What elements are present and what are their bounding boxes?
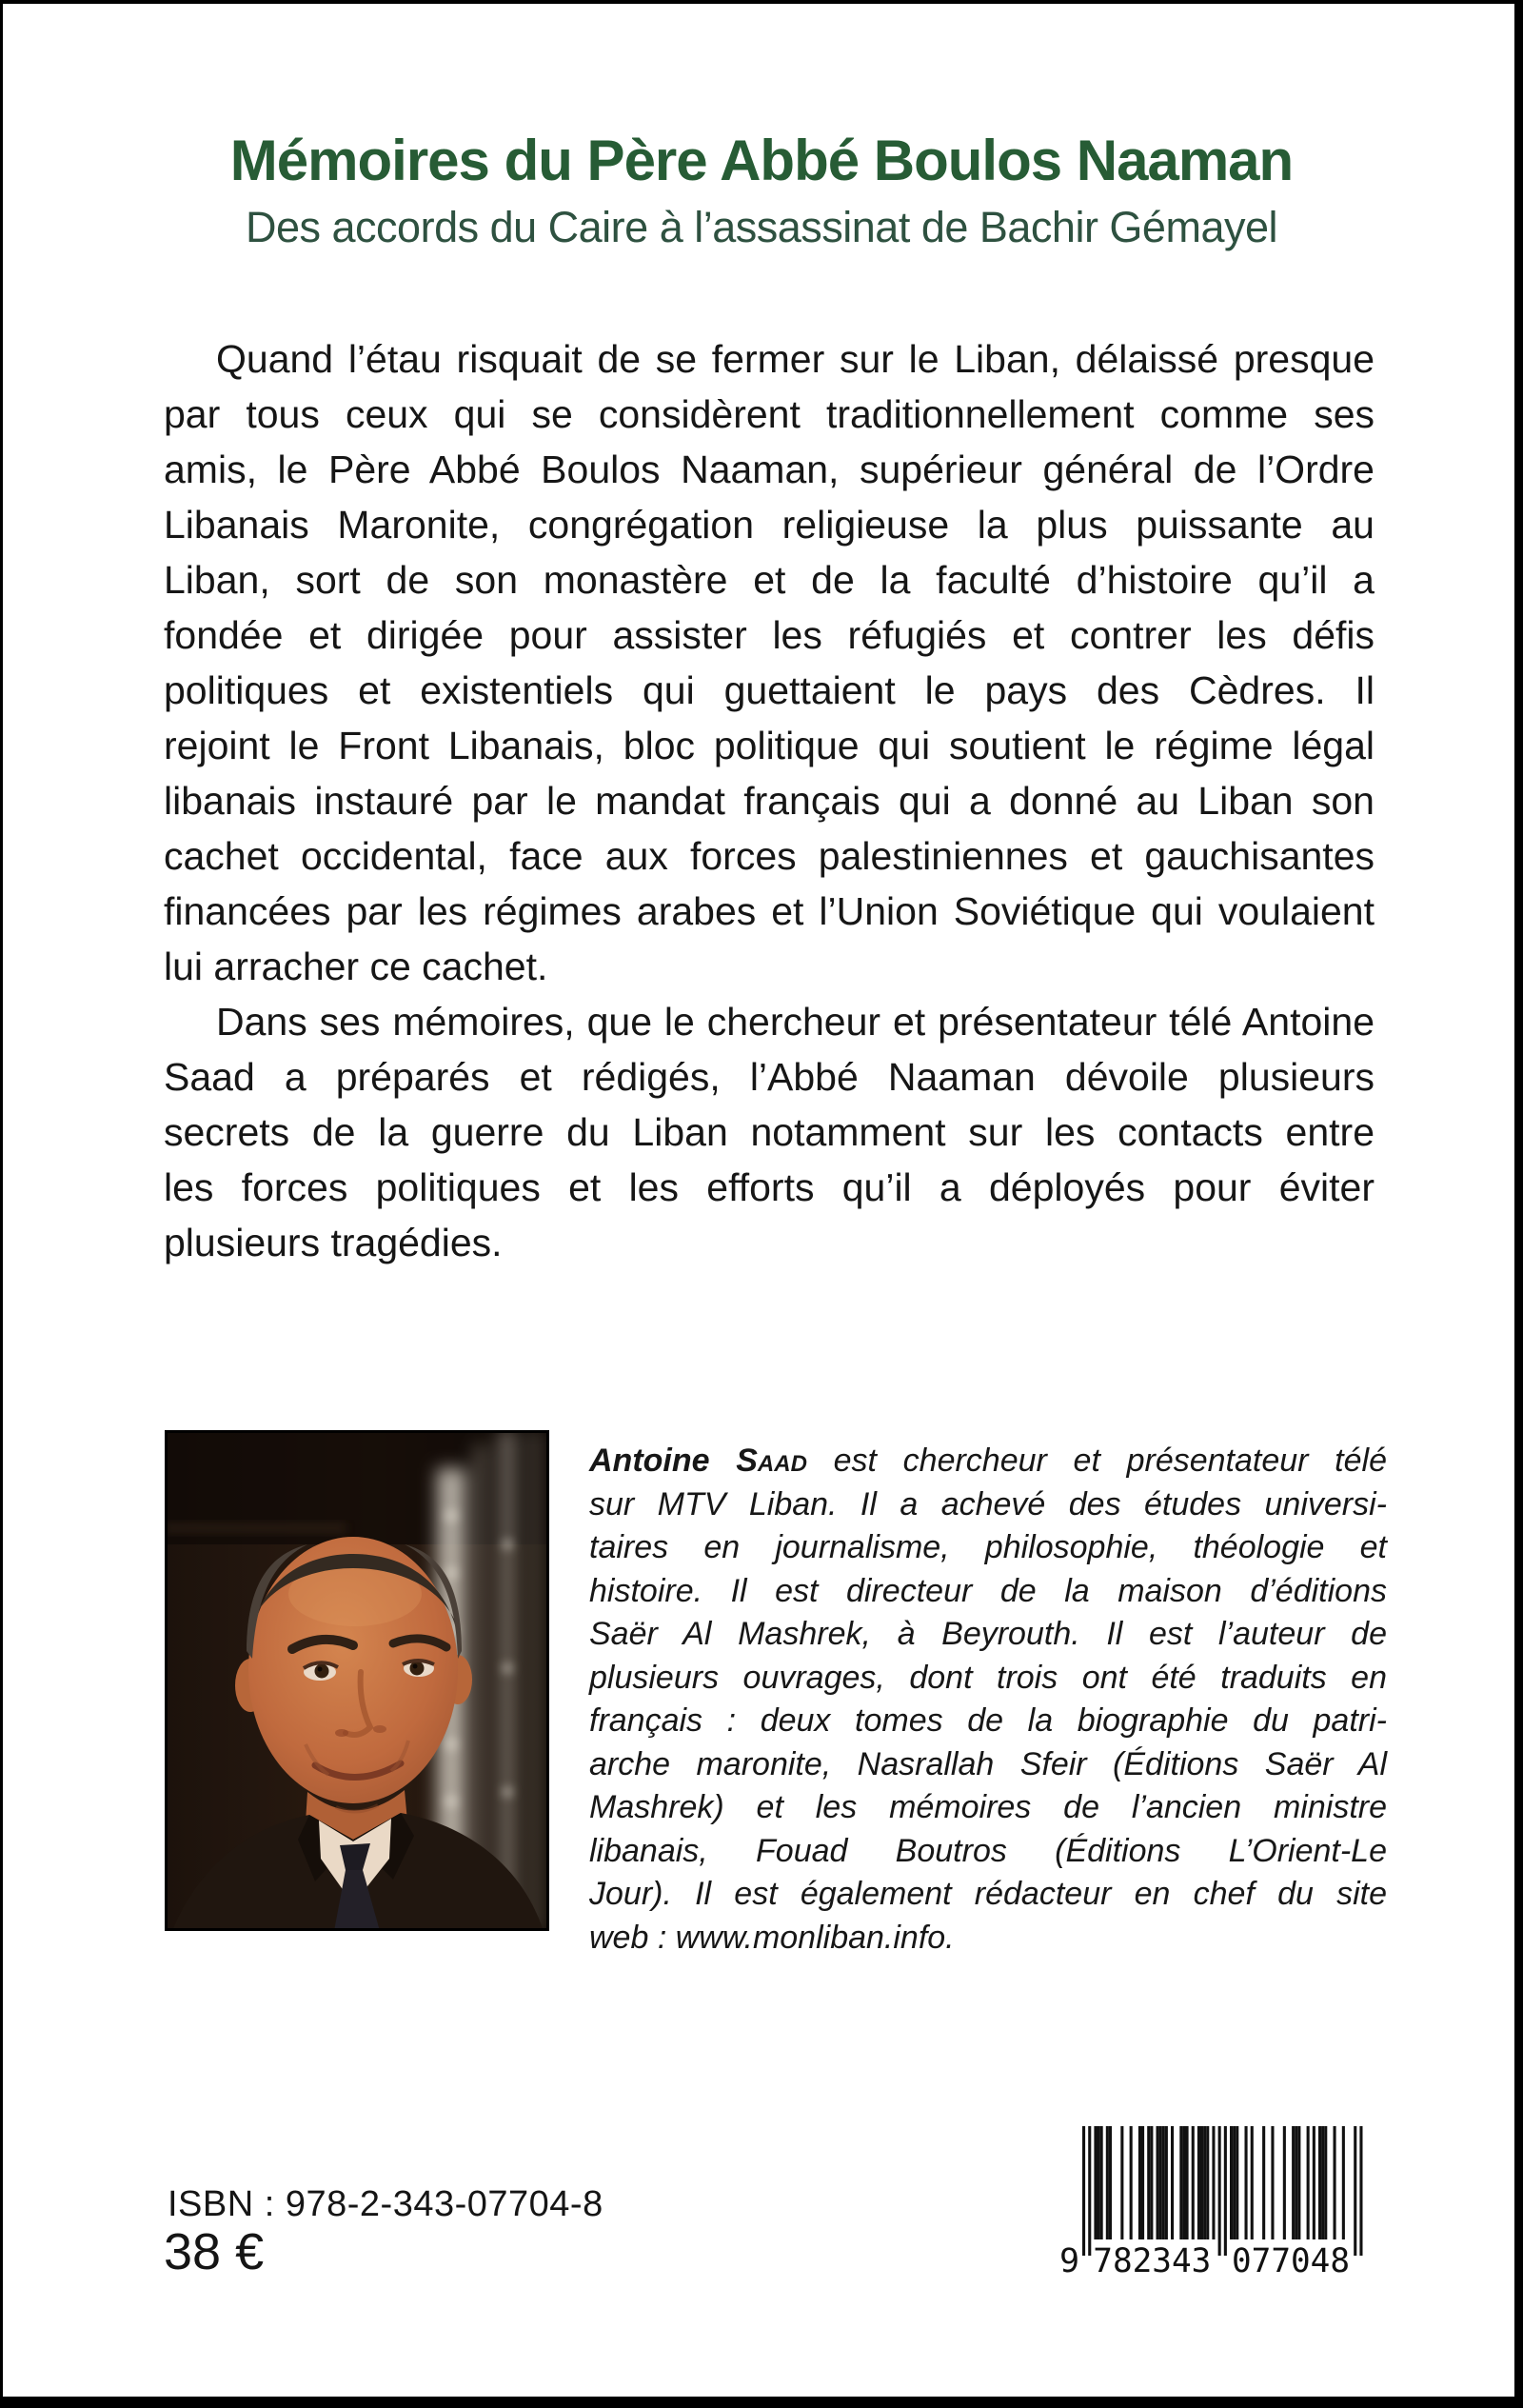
bio-line: arche maronite, Nasrallah Sfeir (Éditions Saër Al: [589, 1745, 1387, 1782]
synopsis-line: secrets de la guerre du Liban notamment sur les contacts entre: [164, 1110, 1375, 1154]
bio-line: plusieurs ouvrages, dont trois ont été traduits en: [589, 1659, 1387, 1696]
synopsis-line: cachet occidental, face aux forces palestiniennes et gauchisantes: [164, 834, 1375, 878]
author-bio: [589, 1440, 1387, 1960]
bio-line: Mashrek) et les mémoires de l’ancien ministre: [589, 1789, 1387, 1825]
bio-line: web : www.monliban.info.: [589, 1919, 955, 1956]
isbn-text: ISBN : 978-2-343-07704-8: [168, 2184, 603, 2224]
synopsis-line: plusieurs tragédies.: [164, 1221, 503, 1264]
book-subtitle: Des accords du Caire à l’assassinat de Bachir Gémayel: [246, 203, 1277, 251]
synopsis-line: politiques et existentiels qui guettaient le pays des Cèdres. Il: [164, 668, 1375, 712]
synopsis-line: Quand l’étau risquait de se fermer sur le Liban, délaissé presque: [216, 337, 1375, 381]
author-name: Antoine Saad: [589, 1443, 807, 1479]
synopsis-line: par tous ceux qui se considèrent traditionnellement comme ses: [164, 392, 1375, 436]
bio-line: Saër Al Mashrek, à Beyrouth. Il est l’auteur de: [589, 1616, 1387, 1652]
synopsis-line: financées par les régimes arabes et l’Union Soviétique qui voulaient: [164, 889, 1375, 933]
synopsis-line: Libanais Maronite, congrégation religieuse la plus puissante au: [164, 503, 1375, 547]
synopsis-line: lui arracher ce cachet.: [164, 945, 548, 988]
svg-text:782343: 782343: [1093, 2242, 1212, 2279]
synopsis-line: amis, le Père Abbé Boulos Naaman, supérieur général de l’Ordre: [164, 448, 1375, 491]
bio-line: histoire. Il est directeur de la maison d’éditions: [589, 1572, 1387, 1609]
svg-text:077048: 077048: [1232, 2242, 1350, 2279]
synopsis-line: Dans ses mémoires, que le chercheur et présentateur télé Antoine: [216, 1000, 1375, 1044]
bio-line: sur MTV Liban. Il a achevé des études universi-: [589, 1485, 1387, 1522]
synopsis-line: Liban, sort de son monastère et de la faculté d’histoire qu’il a: [164, 558, 1375, 602]
synopsis-line: libanais instauré par le mandat français qui a donné au Liban son: [164, 779, 1375, 823]
bio-line: libanais, Fouad Boutros (Éditions L’Orient-Le: [589, 1832, 1387, 1869]
author-photo-graphic: [165, 1430, 549, 1931]
bio-line: français : deux tomes de la biographie du patri-: [589, 1702, 1387, 1739]
synopsis-line: rejoint le Front Libanais, bloc politique qui soutient le régime légal: [164, 724, 1375, 767]
bio-line: taires en journalisme, philosophie, théologie et: [589, 1529, 1387, 1565]
synopsis-line: Saad a préparés et rédigés, l’Abbé Naaman dévoile plusieurs: [164, 1055, 1375, 1099]
barcode: [1058, 2126, 1372, 2279]
price-text: 38 €: [164, 2223, 265, 2280]
bio-line-text: est chercheur et présentateur télé: [806, 1443, 1387, 1479]
bio-line: [589, 1440, 1387, 1483]
synopsis: [164, 331, 1375, 1270]
book-title: Mémoires du Père Abbé Boulos Naaman: [229, 129, 1294, 192]
synopsis-line: les forces politiques et les efforts qu’il a déployés pour éviter: [164, 1165, 1375, 1209]
author-photo: [165, 1430, 549, 1931]
bio-line: Jour). Il est également rédacteur en chef du site: [589, 1876, 1387, 1912]
synopsis-line: fondée et dirigée pour assister les réfugiés et contrer les défis: [164, 613, 1375, 657]
svg-text:9: 9: [1059, 2242, 1080, 2279]
